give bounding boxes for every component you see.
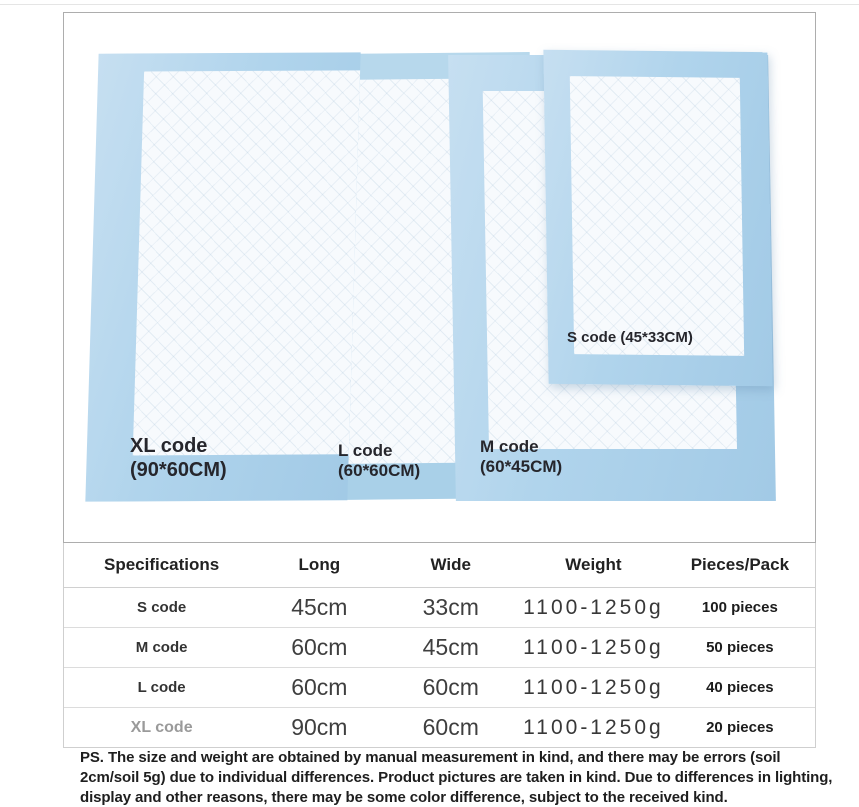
pad-xl-label-line1: XL code	[130, 435, 208, 457]
spec-long: 60cm	[291, 674, 348, 700]
pad-l-label-line1: L code	[338, 441, 393, 460]
table-row-xl-code	[64, 708, 815, 747]
spec-long: 60cm	[291, 634, 348, 660]
pad-m-label-line1: M code	[480, 437, 539, 456]
table-header-row	[64, 543, 815, 588]
spec-weight: 1100-1250g	[523, 675, 664, 699]
header-weight: Weight	[565, 555, 622, 574]
spec-pack: 50 pieces	[706, 639, 774, 656]
spec-wide: 33cm	[422, 594, 479, 620]
spec-long: 45cm	[291, 594, 348, 620]
spec-name: S code	[137, 599, 187, 616]
spec-name: M code	[135, 639, 188, 656]
spec-weight: 1100-1250g	[523, 635, 664, 659]
table-row-s-code	[64, 588, 815, 628]
product-panel	[63, 12, 816, 748]
pad-xl-surface	[133, 70, 360, 455]
header-pieces-pack: Pieces/Pack	[690, 555, 790, 574]
spec-name: L code	[137, 679, 186, 696]
pad-s-surface	[570, 76, 744, 356]
header-wide: Wide	[430, 555, 471, 574]
header-specifications: Specifications	[103, 555, 220, 574]
pad-l-label	[338, 441, 420, 482]
spec-wide: 60cm	[422, 674, 479, 700]
spec-table	[63, 543, 816, 748]
spec-long: 90cm	[291, 714, 348, 740]
top-divider	[0, 4, 859, 5]
pad-xl-label-line2: (90*60CM)	[130, 459, 227, 481]
spec-weight: 1100-1250g	[523, 715, 664, 739]
pad-m-label	[480, 437, 562, 478]
table-row-m-code	[64, 628, 815, 668]
pad-xl-label	[130, 434, 227, 482]
spec-pack: 40 pieces	[706, 679, 774, 696]
spec-weight: 1100-1250g	[523, 595, 664, 619]
spec-name: XL code	[130, 718, 193, 736]
spec-pack: 20 pieces	[706, 719, 774, 736]
header-long: Long	[298, 555, 341, 574]
pad-l-label-line2: (60*60CM)	[338, 461, 421, 481]
spec-wide: 60cm	[422, 714, 479, 740]
pad-m-label-line2: (60*45CM)	[480, 457, 563, 477]
spec-pack: 100 pieces	[701, 599, 778, 616]
product-photo	[63, 12, 816, 543]
table-row-l-code	[64, 668, 815, 708]
spec-wide: 45cm	[422, 634, 479, 660]
ps-note: PS. The size and weight are obtained by manual measurement in kind, and there may be errors (soil 2cm/soil 5g) due to individual differences. Product pictures are taken in kind. Due to differences in lighting, display and other reasons, there may be some color difference, subject to the received kind.	[80, 749, 833, 806]
pad-s-label: S code (45*33CM)	[567, 329, 693, 346]
